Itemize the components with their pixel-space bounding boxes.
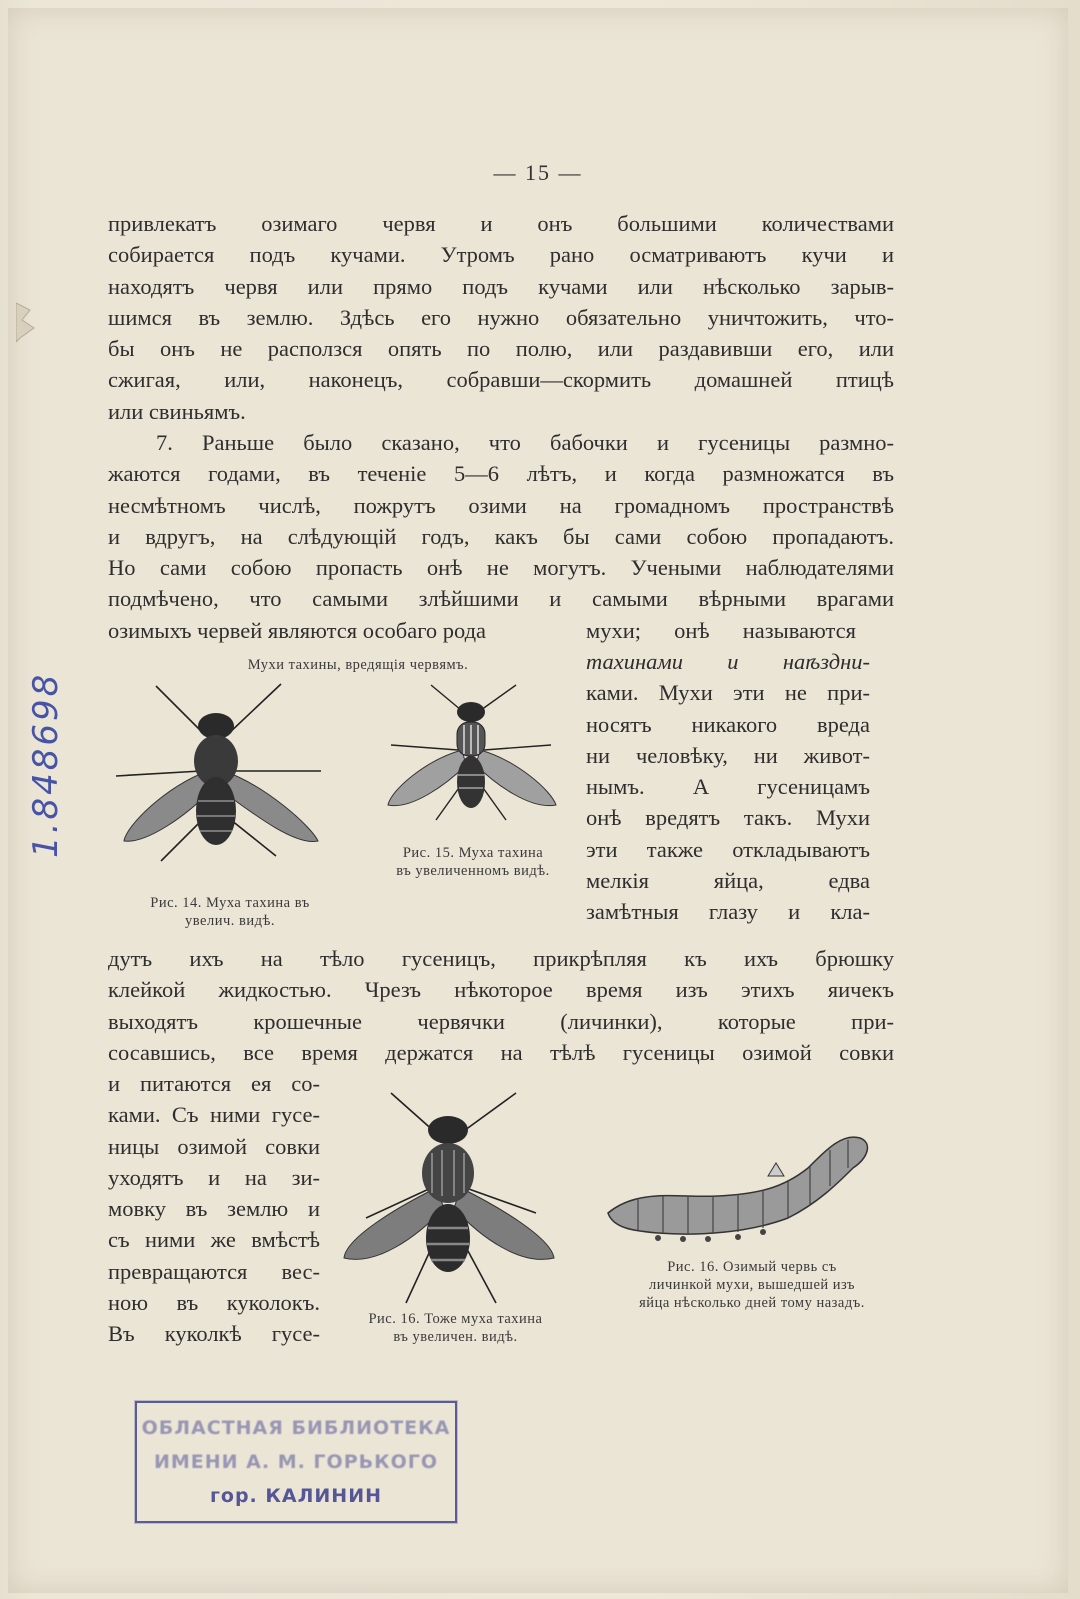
text-line: подмѣчено, что самыми злѣйшими и самыми вѣрными врагами: [108, 586, 894, 612]
text-line: ною въ куколокъ.: [108, 1290, 320, 1316]
fig14-caption: Рис. 14. Муха тахина въ увелич. видѣ.: [150, 895, 310, 929]
stamp-line-1: ОБЛАСТНАЯ БИБЛИОТЕКА: [141, 1417, 451, 1439]
stamp-line-3: гор. КАЛИНИН: [209, 1485, 383, 1507]
fly-illustration-fig14: [106, 676, 336, 886]
text-line: жаются годами, въ теченіе 5—6 лѣтъ, и когда размножатся въ: [108, 461, 894, 487]
text-line: и вдругъ, на слѣдующій годъ, какъ бы сами собою пропадаютъ.: [108, 523, 894, 549]
text-line: ками. Мухи эти не при-: [586, 680, 870, 706]
library-stamp: [135, 1401, 457, 1523]
text-line: сосавшись, все время держатся на тѣлѣ гусеницы озимой совки: [108, 1039, 894, 1065]
left-column-bottom: [108, 1068, 320, 1350]
fig16b-caption: Рис. 16. Озимый червь съ личинкой мухи, вышедшей изъ яйца нѣсколько дней тому назадъ.: [639, 1259, 865, 1311]
split-line-left: озимыхъ червей являются особаго рода: [108, 618, 487, 643]
paragraph-1: [108, 208, 894, 427]
fig15-caption: Рис. 15. Муха тахина въ увеличенномъ видѣ.: [396, 845, 550, 879]
text-line: шимся въ землю. Здѣсь его нужно обязательно уничтожить, что-: [108, 304, 894, 330]
text-line: ни человѣку, ни живот-: [586, 742, 870, 768]
text-line: уходятъ и на зи-: [108, 1164, 320, 1190]
text-line: онѣ вредятъ такъ. Мухи: [586, 805, 870, 831]
fly-illustration-fig16a: [336, 1088, 561, 1308]
text-line: мелкія яйца, едва: [586, 868, 870, 894]
text-line: собирается подъ кучами. Утромъ рано осматриваютъ кучи и: [108, 242, 894, 268]
text-line: находятъ червя или прямо подъ кучами или нѣсколько зарыв-: [108, 273, 894, 299]
text-line: дутъ ихъ на тѣло гусеницъ, прикрѣпляя къ ихъ брюшку: [108, 946, 894, 971]
paragraph-2-continued: [108, 943, 894, 1068]
text-line: несмѣтномъ числѣ, пожрутъ озими на громадномъ пространствѣ: [108, 492, 894, 518]
text-line: сжигая, или, наконецъ, собравши—скормить домашней птицѣ: [108, 367, 894, 393]
text-line: или свиньямъ.: [108, 398, 246, 424]
text-line: ницы озимой совки: [108, 1133, 320, 1159]
paragraph-2: [108, 427, 894, 615]
text-line: превращаются вес-: [108, 1258, 320, 1284]
page-tear: [16, 298, 56, 348]
text-line: съ ними же вмѣстѣ: [108, 1227, 320, 1253]
figures-group-title: Мухи тахины, вредящія червямъ.: [247, 657, 469, 673]
text-line: Но сами собою пропасть онѣ не могутъ. Учеными наблюдателями: [108, 555, 894, 581]
stamp-line-2: ИМЕНИ А. М. ГОРЬКОГО: [153, 1451, 439, 1473]
right-column: [586, 646, 870, 928]
text-line: мовку въ землю и: [108, 1196, 320, 1222]
text-line: 7. Раньше было сказано, что бабочки и гусеницы размно-: [156, 430, 894, 455]
text-line: клейкой жидкостью. Чрезъ нѣкоторое время изъ этихъ яичекъ: [108, 977, 894, 1003]
text-line: привлекатъ озимаго червя и онъ большими количествами: [108, 211, 894, 236]
handwritten-inventory-number: 1.848698: [26, 671, 66, 858]
text-line: бы онъ не расползся опять по полю, или раздавивши его, или: [108, 336, 894, 362]
caterpillar-illustration-fig16b: [598, 1118, 888, 1248]
text-line: тахинами и наѣздни-: [586, 649, 870, 674]
text-line: замѣтныя глазу и кла-: [586, 899, 870, 925]
text-line: нымъ. А гусеницамъ: [586, 774, 870, 800]
fig16a-caption: Рис. 16. Тоже муха тахина въ увеличен. видѣ.: [368, 1311, 543, 1345]
fly-illustration-fig15: [376, 680, 566, 830]
text-line: носятъ никакого вреда: [586, 711, 870, 737]
page-number: — 15 —: [493, 160, 583, 185]
split-line-right: мухи; онѣ называются: [586, 618, 856, 643]
book-page: [8, 8, 1068, 1593]
text-line: эти также откладываютъ: [586, 836, 870, 862]
text-line: выходятъ крошечные червячки (личинки), которые при-: [108, 1008, 894, 1034]
text-line: и питаются ея со-: [108, 1071, 320, 1096]
text-line: ками. Съ ними гусе-: [108, 1102, 320, 1128]
text-line: Въ куколкѣ гусе-: [108, 1321, 320, 1347]
